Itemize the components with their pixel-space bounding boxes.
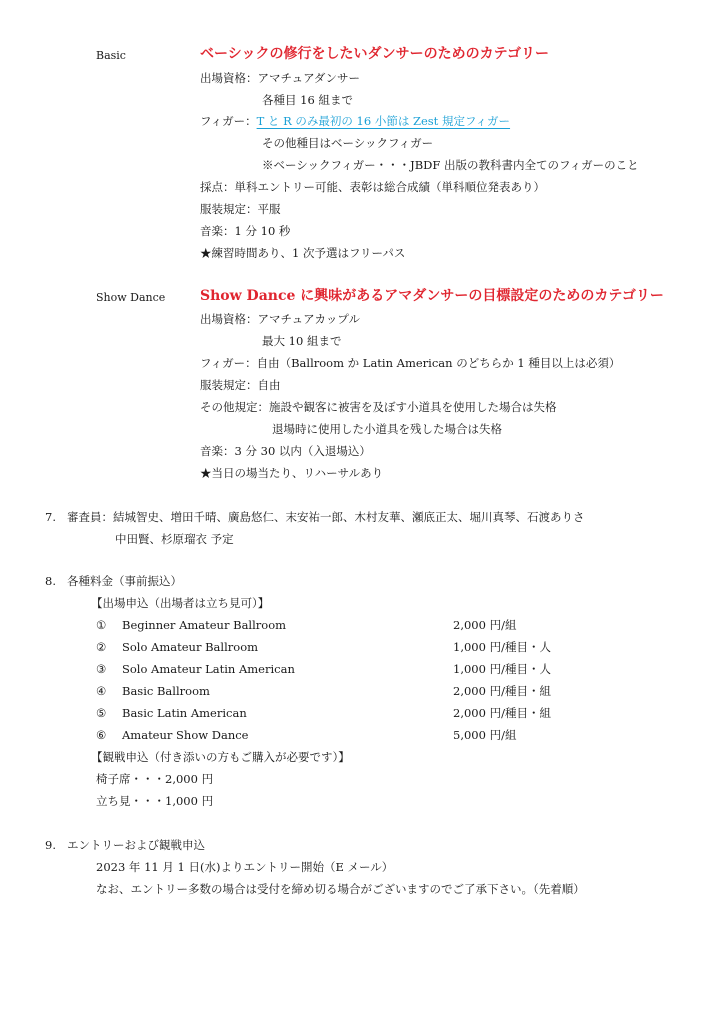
show-dance-title: Show Dance に興味があるアマダンサーの目標設定のためのカテゴリー [200, 288, 664, 304]
fee-item-name: Solo Amateur Latin American [122, 662, 295, 676]
basic-attire: 服装規定：平服 [200, 202, 281, 216]
show-dance-label: Show Dance [96, 291, 166, 304]
fee-item-price: 1,000 円/種目・人 [453, 662, 551, 676]
fee-item-name: Solo Amateur Ballroom [122, 640, 259, 654]
fee-item-price: 2,000 円/種目・組 [453, 684, 551, 698]
show-dance-other-rule-1: その他規定：施設や観客に被害を及ぼす小道具を使用した場合は失格 [200, 400, 557, 414]
fee-item-number: ⑤ [96, 706, 107, 720]
fees-viewing-header: 【観戦申込（付き添いの方もご購入が必要です）】 [91, 750, 350, 764]
fees-standing: 立ち見・・・1,000 円 [96, 794, 214, 808]
fees-seat: 椅子席・・・2,000 円 [96, 772, 214, 786]
show-dance-figure: フィガー：自由（Ballroom か Latin American のどちらか 1 種目以上は必須） [200, 356, 621, 370]
judges-number: 7. [45, 510, 56, 524]
fee-item-name: Beginner Amateur Ballroom [122, 618, 287, 632]
judges-line-2: 中田賢、杉原瑠衣 予定 [115, 532, 234, 546]
judges-line-1: 審査員：結城智史、増田千晴、廣島悠仁、末安祐一郎、木村友華、瀬底正太、堀川真琴、石渡ありさ [67, 510, 585, 524]
fee-item-number: ④ [96, 684, 107, 698]
basic-figure-line [200, 113, 510, 129]
show-dance-limit: 最大 10 組まで [262, 334, 342, 348]
basic-title: ベーシックの修行をしたいダンサーのためのカテゴリー [200, 46, 550, 62]
fee-item-price: 2,000 円/種目・組 [453, 706, 551, 720]
show-dance-music: 音楽：3 分 30 以内（入退場込） [200, 444, 371, 458]
basic-limit: 各種目 16 組まで [262, 93, 353, 107]
basic-eligibility: 出場資格：アマチュアダンサー [200, 71, 360, 85]
show-dance-rehearsal: ★当日の場当たり、リハーサルあり [200, 466, 384, 480]
entry-title: エントリーおよび観戦申込 [67, 838, 205, 852]
entry-start: 2023 年 11 月 1 日(水)よりエントリー開始（E メール） [96, 860, 394, 874]
fee-item-number: ② [96, 640, 107, 654]
basic-music: 音楽：1 分 10 秒 [200, 224, 291, 238]
fee-item-name: Basic Latin American [122, 706, 247, 720]
basic-label: Basic [96, 49, 126, 62]
fee-item-name: Amateur Show Dance [122, 728, 249, 742]
show-dance-eligibility: 出場資格：アマチュアカップル [200, 312, 360, 326]
fee-item-price: 2,000 円/組 [453, 618, 517, 632]
basic-figure-note: ※ベーシックフィガー・・・JBDF 出版の教科書内全てのフィガーのこと [262, 158, 639, 172]
show-dance-other-rule-2: 退場時に使用した小道具を残した場合は失格 [272, 422, 502, 436]
basic-figure-prefix: フィガー： [200, 114, 257, 128]
fee-item-name: Basic Ballroom [122, 684, 210, 698]
basic-practice: ★練習時間あり、1 次予選はフリーパス [200, 246, 406, 260]
entry-note: なお、エントリー多数の場合は受付を締め切る場合がございますのでご了承下さい。（先着順） [96, 882, 585, 896]
basic-scoring: 採点：単科エントリー可能、表彰は総合成績（単科順位発表あり） [200, 180, 545, 194]
fees-number: 8. [45, 574, 56, 588]
fees-entry-header: 【出場申込（出場者は立ち見可）】 [91, 596, 270, 610]
basic-figure-other: その他種目はベーシックフィガー [262, 136, 434, 150]
fee-item-number: ③ [96, 662, 107, 676]
fee-item-price: 5,000 円/組 [453, 728, 517, 742]
entry-number: 9. [45, 838, 56, 852]
show-dance-attire: 服装規定：自由 [200, 378, 281, 392]
fee-item-price: 1,000 円/種目・人 [453, 640, 551, 654]
fee-item-number: ① [96, 618, 107, 632]
basic-figure-highlight: T と R のみ最初の 16 小節は Zest 規定フィガー [256, 114, 511, 128]
fees-title: 各種料金（事前振込） [67, 574, 182, 588]
fee-item-number: ⑥ [96, 728, 107, 742]
